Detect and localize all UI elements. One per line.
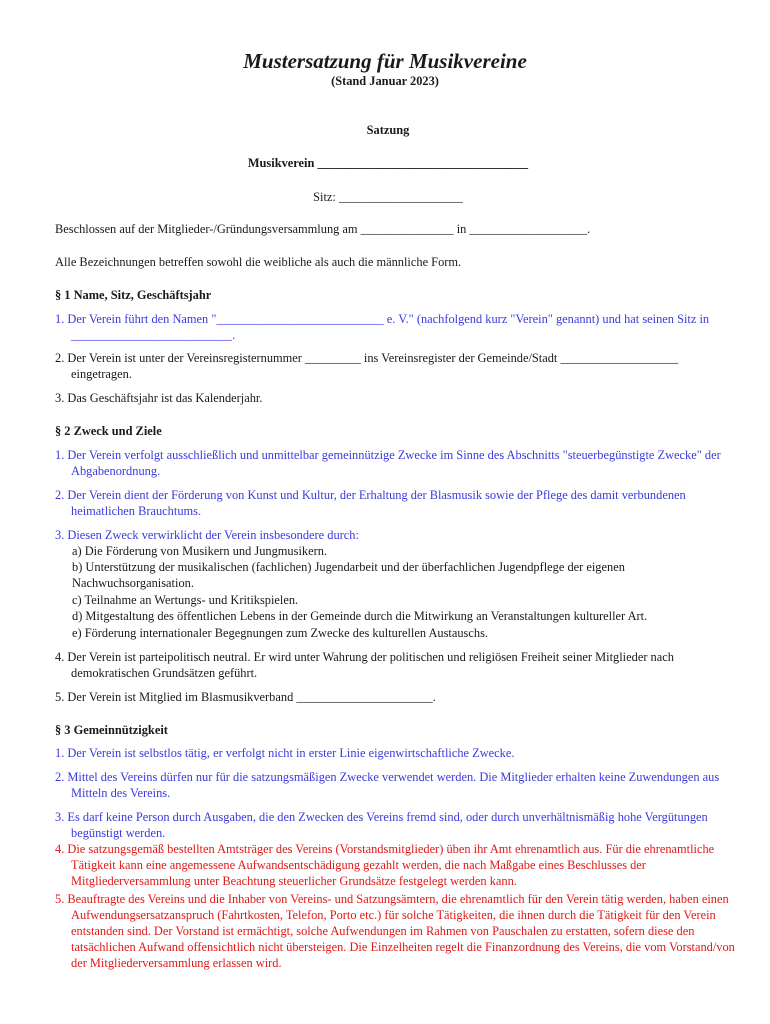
section2-item4: 4. Der Verein ist parteipolitisch neutral. Er wird unter Wahrung der politischen und religiösen Freiheit seiner Mitglieder nach demokratischen Grundsätzen geführt. (55, 650, 674, 680)
section2-item5: 5. Der Verein ist Mitglied im Blasmusikverband ______________________. (55, 690, 436, 704)
section3-item4: 4. Die satzungsgemäß bestellten Amtsträger des Vereins (Vorstandsmitglieder) üben ihr Amt ehrenamtlich aus. Für die ehrenamtliche Tätigkeit kann eine angemessene Aufwandsentschädigung gezahlt werden, die nach Maßgabe eines Beschlusses der Mitgliederversammlung unter Beachtung steuerlicher Grundsätze festgelegt werden kann. (55, 842, 715, 888)
beschlossen-line: Beschlossen auf der Mitglieder-/Gründungsversammlung am _______________ in ___________________. (55, 222, 591, 236)
section2-item3a: a) Die Förderung von Musikern und Jungmusikern. (72, 544, 328, 558)
satzung-label: Satzung (366, 123, 410, 137)
document-title: Mustersatzung für Musikvereine (243, 49, 527, 73)
section1-heading: § 1 Name, Sitz, Geschäftsjahr (55, 288, 212, 302)
section2-item2: 2. Der Verein dient der Förderung von Kunst und Kultur, der Erhaltung der Blasmusik sowie der Pflege des damit verbundenen heimatlichen Brauchtums. (55, 488, 686, 518)
section3-item2: 2. Mittel des Vereins dürfen nur für die satzungsmäßigen Zwecke verwendet werden. Die Mitglieder erhalten keine Zuwendungen aus Mitteln des Vereins. (55, 770, 720, 800)
section1-item1: 1. Der Verein führt den Namen "___________________________ e. V." (nachfolgend kurz "Verein" genannt) und hat seinen Sitz in __________________________. (55, 312, 710, 342)
section2-item3: 3. Diesen Zweck verwirklicht der Verein insbesondere durch: (55, 528, 359, 542)
section1-item2: 2. Der Verein ist unter der Vereinsregisternummer _________ ins Vereinsregister der Gemeinde/Stadt ___________________ eingetragen. (55, 351, 679, 381)
section2-item1: 1. Der Verein verfolgt ausschließlich und unmittelbar gemeinnützige Zwecke im Sinne des Abschnitts "steuerbegünstigte Zwecke" der Abgabenordnung. (55, 448, 721, 478)
musikverein-line: Musikverein __________________________________ (247, 156, 529, 170)
sitz-line: Sitz: ____________________ (313, 190, 463, 204)
section2-item3c: c) Teilnahme an Wertungs- und Kritikspielen. (72, 593, 299, 607)
section3-item3: 3. Es darf keine Person durch Ausgaben, die den Zwecken des Vereins fremd sind, oder durch unverhältnismäßig hohe Vergütungen begünstigt werden. (55, 810, 708, 840)
bezeichnungen-line: Alle Bezeichnungen betreffen sowohl die weibliche als auch die männliche Form. (55, 255, 462, 269)
section3-item1: 1. Der Verein ist selbstlos tätig, er verfolgt nicht in erster Linie eigenwirtschaftliche Zwecke. (55, 746, 515, 760)
document-subtitle: (Stand Januar 2023) (331, 74, 439, 88)
section2-item3e: e) Förderung internationaler Begegnungen zum Zwecke des kulturellen Austauschs. (72, 626, 488, 640)
section3-item5: 5. Beauftragte des Vereins und die Inhaber von Vereins- und Satzungsämtern, die ehrenamtlich für den Verein tätig werden, haben einen Aufwendungsersatzanspruch (Fahrtkosten, Telefon, Porto etc.) für solche Tätigkeiten, die ihnen durch die Tätigkeit für den Verein entstanden sind. Der Vorstand ist ermächtigt, solche Aufwendungen im Rahmen von Pauschalen zu erstatten, sofern diese den tatsächlichen Aufwand offensichtlich nicht übersteigen. Die Einzelheiten regelt die Finanzordnung des Vereins, die vom Vorstand/von der Mitgliederversammlung erlassen wird. (55, 892, 735, 970)
section2-item3b: b) Unterstützung der musikalischen (fachlichen) Jugendarbeit und der überfachlichen Jugendpflege der eigenen Nachwuchsorganisation. (72, 560, 625, 590)
section2-heading: § 2 Zweck und Ziele (55, 424, 162, 438)
section3-heading: § 3 Gemeinnützigkeit (55, 723, 168, 737)
section2-item3d: d) Mitgestaltung des öffentlichen Lebens in der Gemeinde durch die Mitwirkung an Veranstaltungen kultureller Art. (72, 609, 648, 623)
section1-item3: 3. Das Geschäftsjahr ist das Kalenderjahr. (55, 391, 263, 405)
